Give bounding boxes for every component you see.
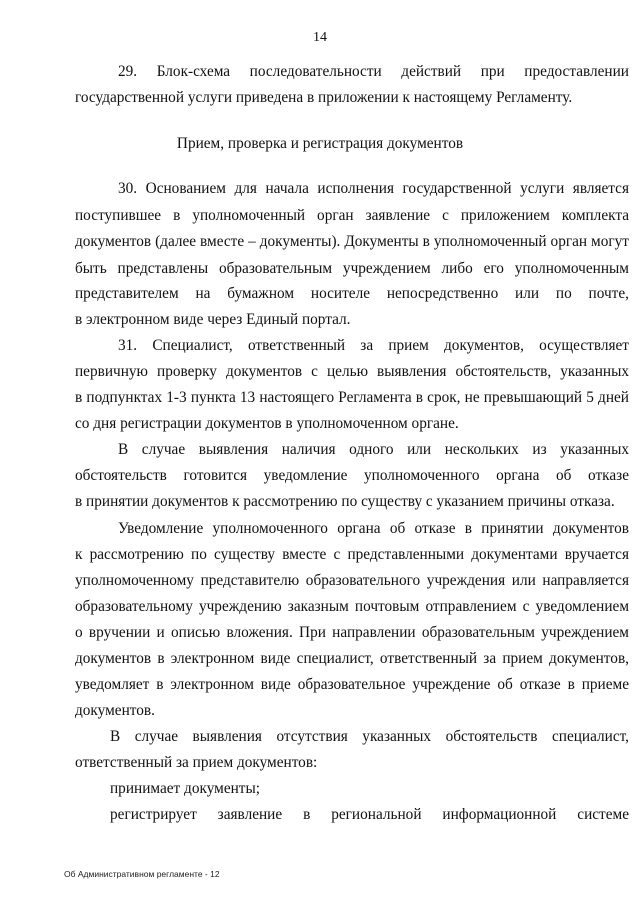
paragraph-line: документов в электронном виде специалист, ответственный за прием документов, bbox=[75, 650, 629, 667]
section-heading: Прием, проверка и регистрация документов bbox=[176, 135, 464, 152]
paragraph-line: образовательному учреждению заказным почтовым отправлением с уведомлением bbox=[75, 598, 629, 615]
paragraph-line: о вручении и описью вложения. При направлении образовательным учреждением bbox=[75, 624, 629, 641]
paragraph-line: в принятии документов к рассмотрению по существу с указанием причины отказа. bbox=[75, 493, 615, 510]
paragraph-line: уполномоченному представителю образовательного учреждения или направляется bbox=[75, 572, 629, 589]
paragraph-line: документов (далее вместе – документы). Документы в уполномоченный орган могут bbox=[75, 233, 629, 250]
paragraph-line: документов. bbox=[75, 702, 155, 719]
paragraph-line: быть представлены образовательным учреждением либо его уполномоченным bbox=[75, 260, 629, 277]
paragraph-line: В случае выявления наличия одного или нескольких из указанных bbox=[118, 441, 629, 458]
page-number: 14 bbox=[313, 30, 327, 45]
paragraph-line: 31. Специалист, ответственный за прием документов, осуществляет bbox=[118, 337, 629, 354]
list-item: принимает документы; bbox=[110, 780, 261, 797]
paragraph-line: представителем на бумажном носителе непосредственно или по почте, bbox=[75, 285, 629, 302]
footer-note: Об Административном регламенте - 12 bbox=[64, 869, 220, 879]
paragraph-line: 30. Основанием для начала исполнения государственной услуги является bbox=[118, 180, 629, 197]
paragraph-line: к рассмотрению по существу вместе с представленными документами вручается bbox=[75, 546, 629, 563]
paragraph-line: государственной услуги приведена в приложении к настоящему Регламенту. bbox=[75, 89, 573, 106]
paragraph-line: Уведомление уполномоченного органа об отказе в принятии документов bbox=[118, 520, 629, 537]
paragraph-line: поступившее в уполномоченный орган заявление с приложением комплекта bbox=[75, 207, 629, 224]
paragraph-line: в электронном виде через Единый портал. bbox=[75, 311, 351, 328]
paragraph-line: ответственный за прием документов: bbox=[75, 754, 318, 771]
paragraph-line: уведомляет в электронном виде образовательное учреждение об отказе в приеме bbox=[75, 676, 629, 693]
paragraph-line: В случае выявления отсутствия указанных обстоятельств специалист, bbox=[110, 728, 629, 745]
paragraph-line: со дня регистрации документов в уполномоченном органе. bbox=[75, 415, 459, 432]
list-item: регистрирует заявление в региональной информационной системе bbox=[110, 806, 629, 823]
paragraph-line: обстоятельств готовится уведомление уполномоченного органа об отказе bbox=[75, 467, 629, 484]
paragraph-line: первичную проверку документов с целью выявления обстоятельств, указанных bbox=[75, 363, 629, 380]
paragraph-line: 29. Блок-схема последовательности действий при предоставлении bbox=[118, 63, 629, 80]
paragraph-line: в подпунктах 1-3 пункта 13 настоящего Регламента в срок, не превышающий 5 дней bbox=[75, 389, 629, 406]
